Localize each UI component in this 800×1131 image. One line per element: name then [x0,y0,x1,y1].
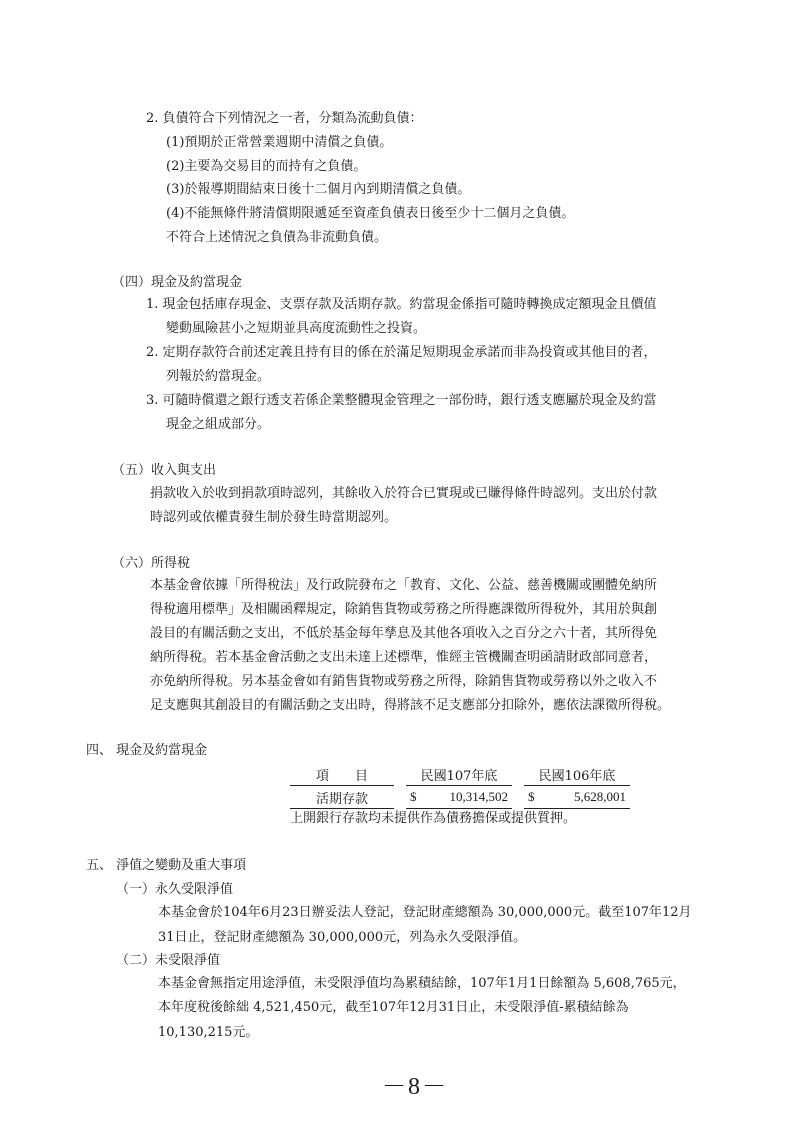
liability-sub-4: (4)不能無條件將清償期限遞延至資產負債表日後至少十二個月之負債。 [166,206,575,221]
income-line-1: 捐款收入於收到捐款項時認列，其餘收入於符合已實現或已賺得條件時認列。支出於付款 [150,486,658,501]
cash-policy-heading: （四）現金及約當現金 [112,275,243,290]
liability-item-2: 2. 負債符合下列情況之一者，分類為流動負債： [146,111,423,126]
section5-heading: 五、 淨值之變動及重大事項 [86,858,247,873]
tax-line-2: 得稅適用標準」及相關函釋規定，除銷售貨物或勞務之所得應課徵所得稅外，其用於與創 [150,602,658,617]
cash-policy-p3-line1: 3. 可隨時償還之銀行透支若係企業整體現金管理之一部份時，銀行透支應屬於現金及約當 [146,393,657,408]
unrestricted-heading: （二）未受限淨值 [116,953,221,968]
perm-restricted-line-1: 本基金會於104年6月23日辦妥法人登記，登記財產總額為 30,000,000元。截至107年12月 [158,905,692,920]
tax-line-3: 設目的有關活動之支出，不低於基金每年孳息及其他各項收入之百分之六十者，其所得免 [150,626,658,641]
tax-line-4: 納所得稅。若本基金會活動之支出未達上述標準，惟經主管機關查明函請財政部同意者， [150,650,658,665]
currency-symbol: $ [410,789,417,804]
cash-policy-p3-line2: 現金之組成部分。 [166,417,271,432]
unrestricted-line-2: 本年度稅後餘絀 4,521,450元，截至107年12月31日止，未受限淨值-累積結餘為 [158,1000,629,1015]
income-heading: （五）收入與支出 [112,463,217,478]
cash-policy-p2-line2: 列報於約當現金。 [166,369,271,384]
tax-heading: （六）所得稅 [112,556,191,571]
cash-policy-p1-line1: 1. 現金包括庫存現金、支票存款及活期存款。約當現金係指可隨時轉換成定額現金且價值 [146,297,657,312]
perm-restricted-heading: （一）永久受限淨值 [116,882,234,897]
col-2017-header: 民國106年底 [524,763,630,786]
tax-line-5: 亦免納所得稅。另本基金會如有銷售貨物或勞務之所得，除銷售貨物或勞務以外之收入不 [150,674,658,689]
liability-note: 不符合上述情況之負債為非流動負債。 [166,230,388,245]
liability-sub-2: (2)主要為交易目的而持有之負債。 [166,159,367,174]
value-2018-amount: 10,314,502 [449,789,508,804]
table-row [290,786,630,809]
cash-table [290,763,630,809]
col-2018-header: 民國107年底 [406,763,512,786]
currency-symbol: $ [528,789,535,804]
unrestricted-line-3: 10,130,215元。 [158,1025,259,1040]
value-2018 [406,786,512,809]
col-item-header: 項 目 [290,763,394,786]
cash-policy-p2-line1: 2. 定期存款符合前述定義且持有目的係在於滿足短期現金承諾而非為投資或其他目的者， [146,345,657,360]
unrestricted-line-1: 本基金會無指定用途淨值，未受限淨值均為累積結餘，107年1月1日餘額為 5,608,765元， [158,976,686,991]
section4-heading: 四、 現金及約當現金 [86,743,208,758]
liability-sub-1: (1)預期於正常營業週期中清償之負債。 [166,135,393,150]
section4-note: 上開銀行存款均未提供作為債務擔保或提供質押。 [290,811,577,826]
value-2017 [524,786,630,809]
income-line-2: 時認列或依權責發生制於發生時當期認列。 [150,510,398,525]
tax-line-6: 足支應與其創設目的有關活動之支出時，得將該不足支應部分扣除外，應依法課徵所得稅。 [150,698,671,713]
cash-policy-p1-line2: 變動風險甚小之短期並具高度流動性之投資。 [166,321,427,336]
perm-restricted-line-2: 31日止，登記財產總額為 30,000,000元，列為永久受限淨值。 [158,930,527,945]
cash-table-header [290,763,630,786]
row-label: 活期存款 [290,786,394,809]
page-number: －8－ [382,1074,448,1100]
tax-line-1: 本基金會依據「所得稅法」及行政院發布之「教育、文化、公益、慈善機關或團體免納所 [150,578,658,593]
liability-sub-3: (3)於報導期間結束日後十二個月內到期清償之負債。 [166,182,471,197]
value-2017-amount: 5,628,001 [574,789,626,804]
